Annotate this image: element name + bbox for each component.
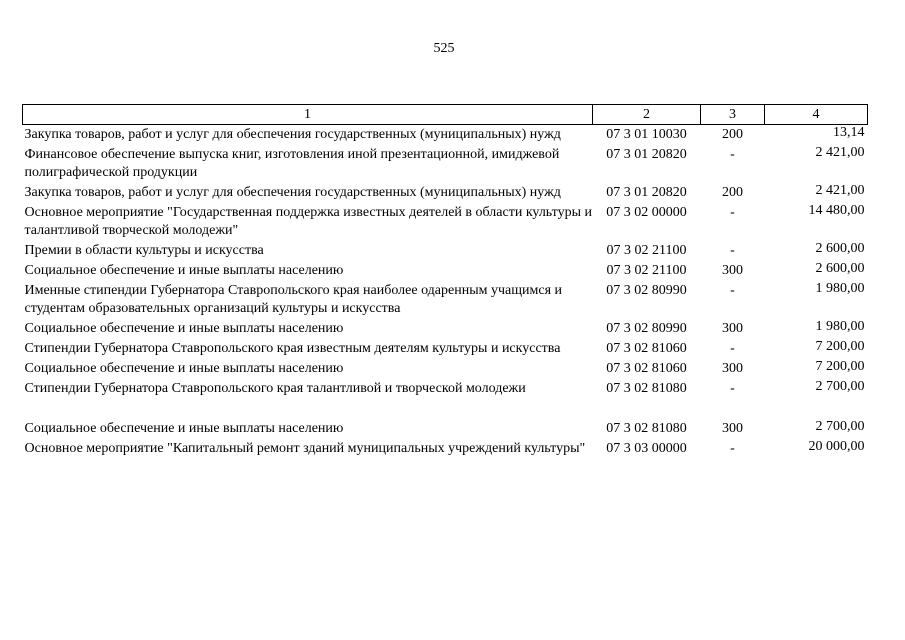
page-number: 525 [433, 41, 455, 56]
row-code: 07 3 02 80990 [606, 283, 687, 298]
row-expense-type: - [730, 243, 735, 258]
table-row [23, 242, 868, 262]
row-name: Премии в области культуры и искусства [24, 243, 264, 258]
row-amount: 20 000,00 [808, 439, 865, 454]
table-header-row [23, 105, 868, 125]
table-row [23, 420, 868, 440]
row-amount: 2 700,00 [815, 379, 865, 394]
row-name: Социальное обеспечение и иные выплаты населению [24, 361, 344, 376]
row-code: 07 3 03 00000 [606, 441, 687, 456]
row-name: Основное мероприятие "Капитальный ремонт зданий муниципальных учреждений культуры" [24, 441, 586, 456]
row-amount: 14 480,00 [808, 203, 865, 218]
row-code: 07 3 02 21100 [606, 243, 687, 258]
row-amount: 2 600,00 [815, 261, 865, 276]
row-expense-type: 300 [722, 421, 743, 436]
row-amount: 7 200,00 [815, 359, 865, 374]
row-code: 07 3 02 81080 [606, 381, 687, 396]
row-expense-type: 300 [722, 361, 743, 376]
row-amount: 1 980,00 [815, 281, 865, 296]
table-row [23, 146, 868, 184]
table-row [23, 380, 868, 420]
row-amount: 2 700,00 [815, 419, 865, 434]
row-name: Стипендии Губернатора Ставропольского края талантливой и творческой молодежи [24, 381, 526, 396]
table-row [23, 184, 868, 204]
row-expense-type: 200 [722, 185, 743, 200]
row-expense-type: 300 [722, 321, 743, 336]
row-expense-type: - [730, 441, 735, 456]
row-amount: 13,14 [833, 125, 865, 140]
row-expense-type: - [730, 381, 735, 396]
row-code: 07 3 02 81060 [606, 341, 687, 356]
column-header-3: 3 [701, 105, 765, 125]
table-row [23, 360, 868, 380]
row-amount: 2 600,00 [815, 241, 865, 256]
row-code: 07 3 01 10030 [606, 127, 687, 142]
row-name: Социальное обеспечение и иные выплаты населению [24, 263, 344, 278]
budget-table [22, 104, 868, 460]
row-name: Финансовое обеспечение выпуска книг, изготовления иной презентационной, имиджевой полиграфической продукции [24, 147, 560, 180]
row-code: 07 3 01 20820 [606, 147, 687, 162]
row-expense-type: - [730, 283, 735, 298]
row-expense-type: 200 [722, 127, 743, 142]
table-row [23, 440, 868, 460]
row-code: 07 3 02 81060 [606, 361, 687, 376]
row-amount: 2 421,00 [815, 145, 865, 160]
row-code: 07 3 01 20820 [606, 185, 687, 200]
row-name: Закупка товаров, работ и услуг для обеспечения государственных (муниципальных) нужд [24, 185, 561, 200]
row-name: Именные стипендии Губернатора Ставропольского края наиболее одаренным учащимся и студентам образовательных организаций культуры и искусства [24, 283, 563, 316]
row-expense-type: 300 [722, 263, 743, 278]
row-expense-type: - [730, 147, 735, 162]
column-header-2: 2 [593, 105, 701, 125]
table-row [23, 282, 868, 320]
row-amount: 7 200,00 [815, 339, 865, 354]
row-code: 07 3 02 00000 [606, 205, 687, 220]
row-name: Социальное обеспечение и иные выплаты населению [24, 321, 344, 336]
row-name: Закупка товаров, работ и услуг для обеспечения государственных (муниципальных) нужд [24, 127, 561, 142]
table-row [23, 340, 868, 360]
row-name: Социальное обеспечение и иные выплаты населению [24, 421, 344, 436]
column-header-4: 4 [765, 105, 868, 125]
row-code: 07 3 02 81080 [606, 421, 687, 436]
table-row [23, 320, 868, 340]
table-row [23, 204, 868, 242]
row-amount: 2 421,00 [815, 183, 865, 198]
row-name: Стипендии Губернатора Ставропольского края известным деятелям культуры и искусства [24, 341, 561, 356]
row-expense-type: - [730, 205, 735, 220]
table-row [23, 125, 868, 147]
row-amount: 1 980,00 [815, 319, 865, 334]
row-code: 07 3 02 80990 [606, 321, 687, 336]
row-expense-type: - [730, 341, 735, 356]
table-row [23, 262, 868, 282]
row-code: 07 3 02 21100 [606, 263, 687, 278]
row-name: Основное мероприятие "Государственная поддержка известных деятелей в области культуры и талантливой творческой молодежи" [24, 205, 592, 238]
column-header-1: 1 [23, 105, 593, 125]
